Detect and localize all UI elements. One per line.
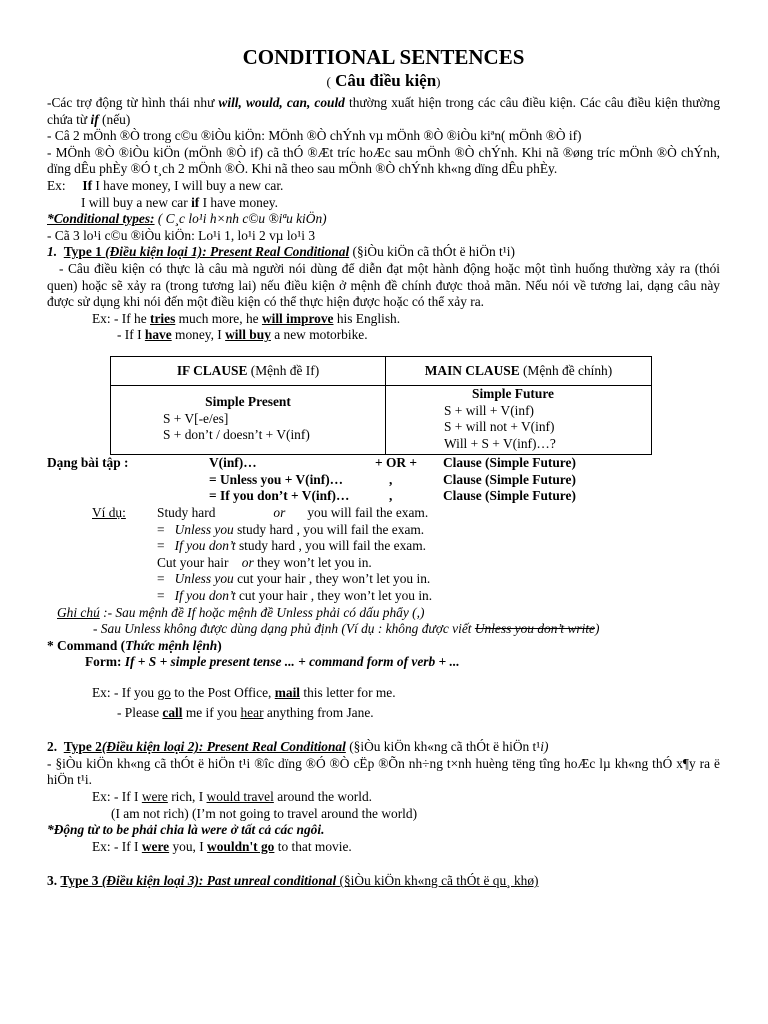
vidu-text: they won’t let you in. xyxy=(253,554,372,570)
note-text: - Sau Unless không được dùng dạng phủ định (Ví dụ : không được viết xyxy=(93,621,475,637)
note-strike: Unless you don’t write xyxy=(474,621,595,637)
example-text: Ex: - If you xyxy=(92,685,158,700)
types-note: ( C¸c lo¹i h×nh c©u ®iªu kiÖn) xyxy=(154,211,327,227)
vidu-italic: If you don’t xyxy=(174,588,236,604)
example-verb: were xyxy=(141,788,168,804)
page-subtitle xyxy=(47,70,720,93)
exercise-cell: , xyxy=(389,471,393,487)
example-verb: were xyxy=(141,838,170,854)
example-text: you, I xyxy=(169,838,208,854)
example-verb: have xyxy=(144,327,172,343)
vidu-italic: Unless you xyxy=(174,521,234,537)
intro-line-2: - Câ 2 mÖnh ®Ò trong c©u ®iÒu kiÖn: MÖnh ®Ò chÝnh vµ mÖnh ®Ò ®iÒu kiªn( mÖnh ®Ò if) xyxy=(47,128,582,144)
exercise-cell: = If you don’t + V(inf)… xyxy=(209,488,350,504)
example-text: rich, I xyxy=(167,788,207,804)
formula-line: S + don’t / doesn’t + V(inf) xyxy=(163,427,310,443)
example-text: I have money. xyxy=(199,194,278,210)
formula-line: S + will + V(inf) xyxy=(444,402,534,418)
type2-label-vi: (Điều kiện loại 2): Present Real Conditional xyxy=(101,739,346,755)
exercise-cell: + OR + xyxy=(375,455,418,471)
vidu-text: study hard , you will fail the exam. xyxy=(233,521,425,537)
type2-rule-text: *Động từ to be phải chia là were ở tất cả các ngôi. xyxy=(47,822,325,838)
exercise-spacer xyxy=(47,488,209,505)
example-text: a new motorbike. xyxy=(270,327,368,343)
vidu-text: cut your hair , they won’t let you in. xyxy=(233,571,431,587)
type2-note: (§iÒu kiÖn kh«ng cã thÓt ë hiÖn t¹ xyxy=(345,739,541,755)
example-verb: would travel xyxy=(206,788,274,804)
example-label: Ex: xyxy=(47,177,66,193)
types-line: - Cã 3 lo¹i c©u ®iÒu kiÖn: Lo¹i 1, lo¹i 2 vµ lo¹i 3 xyxy=(47,227,316,243)
example-text: I will buy a new car xyxy=(81,194,192,210)
vidu-line-4 xyxy=(47,555,720,572)
command-vi: Thức mệnh lệnh xyxy=(125,637,218,653)
formula-line: S + will not + V(inf) xyxy=(444,419,555,435)
type2-heading xyxy=(47,739,720,756)
vidu-or: or xyxy=(241,554,254,570)
command-text: * Command ( xyxy=(47,637,126,653)
type1-example-1 xyxy=(47,311,720,328)
command-text: ) xyxy=(217,637,222,653)
example-if: if xyxy=(191,194,200,210)
type2-example-2: (I am not rich) (I’m not going to travel around the world) xyxy=(111,805,418,821)
main-clause-title: MAIN CLAUSE xyxy=(424,362,520,378)
example-text: to the Post Office, xyxy=(170,685,275,700)
exercise-cell: = Unless you + V(inf)… xyxy=(209,471,344,487)
simple-future-title: Simple Future xyxy=(472,385,554,401)
example-verb: tries xyxy=(150,310,176,326)
if-clause-cell xyxy=(111,385,386,454)
example-text: anything from Jane. xyxy=(263,704,374,720)
type3-heading xyxy=(47,873,720,890)
example-text: Ex: - If I xyxy=(92,838,142,854)
exercise-cell: Clause (Simple Future) xyxy=(443,488,576,504)
vidu-line-5 xyxy=(47,571,720,588)
example-verb: call xyxy=(162,704,183,720)
vidu-line-6 xyxy=(47,588,720,605)
types-title: *Conditional types: xyxy=(47,211,155,227)
command-heading xyxy=(47,638,720,655)
command-example-2 xyxy=(47,702,720,722)
form-label: Form: xyxy=(85,654,125,670)
note-text: ) xyxy=(594,621,600,637)
intro-line-3: - MÖnh ®Ò ®iÒu kiÖn (mÖnh ®Ò if) cã thÓ ®Æt tríc hoÆc sau mÖnh ®Ò chÝnh. Khi nã ®øng tríc mÖnh ®Ò chÝnh, dïng dÊu phÈy ®Ó t¸ch 2 mÖnh ®Ò. Khi nã theo sau mÖnh ®Ò chÝnh kh«ng dïng dÊu phÈy. xyxy=(47,144,720,177)
command-form xyxy=(47,654,720,671)
formula-line: S + V[-e/es] xyxy=(163,410,229,426)
example-text: to that movie. xyxy=(274,838,352,854)
spacer xyxy=(47,721,720,739)
example-text: much more, he xyxy=(175,310,262,326)
if-clause-header xyxy=(111,356,386,385)
example-verb: wouldn't go xyxy=(207,838,275,854)
types-heading xyxy=(47,211,720,228)
intro-modals: will, would, can, could xyxy=(218,95,345,110)
exercise-cell: Clause (Simple Future) xyxy=(443,455,576,471)
type3-note: (§iÒu kiÖn kh«ng cã thÓt ë qu¸ khø) xyxy=(339,873,539,889)
intro-example-1 xyxy=(47,178,720,195)
vidu-text: study hard , you will fail the exam. xyxy=(235,538,427,554)
subtitle-open: ( xyxy=(326,74,331,89)
example-if: If xyxy=(82,177,93,193)
vidu-italic: Unless you xyxy=(174,571,234,587)
vidu-eq: = xyxy=(157,588,165,604)
type3-number: 3. xyxy=(47,873,58,889)
intro-if: if xyxy=(90,111,99,127)
main-clause-cell xyxy=(386,385,652,454)
subtitle-text: Câu điều kiện xyxy=(335,71,437,90)
page-title: CONDITIONAL SENTENCES xyxy=(242,45,525,69)
vidu-eq: = xyxy=(157,521,165,537)
subtitle-close: ) xyxy=(436,74,441,89)
spacer xyxy=(47,671,720,685)
note-line-1 xyxy=(47,605,720,622)
example-text: Ex: - If I xyxy=(92,788,142,804)
vidu-eq: = xyxy=(157,538,165,554)
example-text: his English. xyxy=(333,310,401,326)
command-example-1 xyxy=(47,685,720,702)
vidu-text: Study hard xyxy=(157,505,216,521)
exercise-row-1 xyxy=(47,455,720,472)
formula-line: Will + S + V(inf)…? xyxy=(444,435,556,451)
type3-label-vi: (Điều kiện loại 3): Past unreal conditional xyxy=(98,873,340,889)
example-text: around the world. xyxy=(273,788,373,804)
type1-label-vi: (Điều kiện loại 1): Present Real Conditional xyxy=(105,244,350,260)
type2-note: i) xyxy=(540,739,549,755)
conditional-table xyxy=(110,356,652,455)
main-clause-vi: (Mệnh đề chính) xyxy=(519,362,613,378)
if-clause-title: IF CLAUSE xyxy=(176,362,248,378)
vidu-line-1 xyxy=(47,505,720,522)
exercise-cell: Clause (Simple Future) xyxy=(443,471,576,487)
main-clause-header xyxy=(386,356,652,385)
type2-number: 2. xyxy=(47,739,58,755)
vidu-text: Cut your hair xyxy=(157,554,229,570)
type1-number: 1. xyxy=(47,244,58,260)
intro-text: (nếu) xyxy=(98,111,131,127)
exercise-cell: , xyxy=(389,488,393,504)
simple-present-title: Simple Present xyxy=(205,393,291,409)
type2-description: - §iÒu kiÖn kh«ng cã thÓt ë hiÖn t¹i ®îc dïng ®Ó ®Ò cËp ®Õn nh÷ng t×nh huèng tëng tîng hoÆc lµ kh«ng thÓ x¶y ra ë hiÖn t¹i. xyxy=(47,755,720,788)
type2-label: Type 2 xyxy=(63,739,102,755)
intro-text: -Các trợ động từ hình thái như xyxy=(47,95,219,110)
type1-example-2 xyxy=(47,327,720,344)
type2-example-1 xyxy=(47,789,720,806)
exercise-row-2 xyxy=(47,472,720,489)
type1-heading xyxy=(47,244,720,261)
example-verb: go xyxy=(157,685,171,700)
form-formula: If + S + simple present tense ... + command form of verb + ... xyxy=(124,654,460,670)
note-label: Ghi chú xyxy=(57,604,100,620)
example-text: this letter for me. xyxy=(300,685,396,700)
example-verb: will improve xyxy=(261,310,334,326)
vidu-line-3 xyxy=(47,538,720,555)
exercise-row-3 xyxy=(47,488,720,505)
type3-label: Type 3 xyxy=(60,873,99,889)
type1-label: Type 1 xyxy=(63,244,106,260)
exercise-cell: V(inf)… xyxy=(209,455,257,471)
type1-description: - Câu điều kiện có thực là câu mà người nói dùng để diễn đạt một hành động hoặc một tình huống thường xảy ra (thói quen) hoặc sẽ xảy ra (trong tương lai) nếu điều kiện ở mệnh đề chính được thoả mãn. Nếu nói về tương lai, dạng câu này được sử dụng khi nói đến một điều kiện có thể thực hiện được hoặc có thể xảy ra. xyxy=(47,260,720,310)
spacer xyxy=(47,855,720,873)
type1-note: (§iÒu kiÖn cã thÓt ë hiÖn t¹i) xyxy=(349,244,515,260)
if-clause-vi: (Mệnh đề If) xyxy=(247,362,320,378)
intro-text: thường xuất hiện trong các câu điều kiện. Các câu điều kiện thường chứa từ xyxy=(47,95,721,127)
vidu-italic: If you don’t xyxy=(174,538,236,554)
example-text: money, I xyxy=(171,327,226,343)
example-verb: mail xyxy=(274,685,301,700)
type2-rule xyxy=(47,822,720,839)
exercise-label: Dạng bài tập : xyxy=(47,455,129,471)
vidu-text: cut your hair , they won’t let you in. xyxy=(235,588,433,604)
example-verb: hear xyxy=(240,704,264,720)
type2-example-3 xyxy=(47,839,720,856)
note-line-2 xyxy=(47,621,720,638)
example-verb: will buy xyxy=(225,327,271,343)
example-text: - If I xyxy=(117,327,145,343)
example-text: me if you xyxy=(182,704,241,720)
vidu-label: Ví dụ: xyxy=(92,505,126,521)
example-text: Ex: - If he xyxy=(92,310,151,326)
example-text: - Please xyxy=(117,704,163,720)
intro-example-2 xyxy=(47,195,720,212)
intro-line-1 xyxy=(47,95,720,128)
example-text: I have money, I will buy a new car. xyxy=(92,177,284,193)
exercise-spacer xyxy=(47,472,209,489)
vidu-or: or xyxy=(273,505,286,521)
vidu-line-2 xyxy=(47,522,720,539)
note-text: :- Sau mệnh đề If hoặc mệnh đề Unless phải có dấu phẩy (,) xyxy=(99,604,425,620)
vidu-text: you will fail the exam. xyxy=(307,505,429,521)
vidu-eq: = xyxy=(157,571,165,587)
